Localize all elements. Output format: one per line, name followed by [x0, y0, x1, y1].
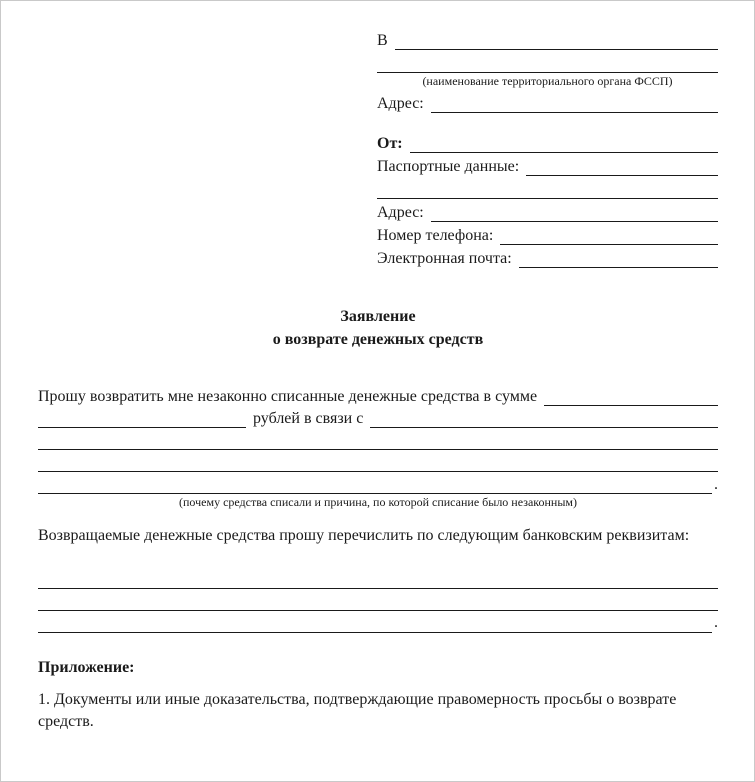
field-phone — [377, 222, 718, 245]
field-email-label: Электронная почта: — [377, 249, 512, 267]
bank-details-blanks — [38, 567, 718, 633]
document-title-line-2: о возврате денежных средств — [272, 331, 484, 348]
field-from-blank-line — [410, 129, 718, 153]
reason-blank-line-4 — [38, 471, 712, 494]
field-to-label: В — [377, 31, 388, 49]
attachment-heading: Приложение: — [38, 658, 135, 676]
reason-blank-row-3 — [38, 450, 718, 472]
field-email — [377, 245, 718, 268]
bank-details-blank-line-1 — [38, 566, 718, 589]
field-email-blank-line — [519, 244, 718, 268]
bank-details-end-period: . — [714, 614, 718, 632]
field-applicant-address-blank-line — [431, 198, 718, 222]
bank-details-paragraph — [38, 525, 718, 633]
field-passport-blank-line — [526, 152, 718, 176]
field-phone-label: Номер телефона: — [377, 226, 494, 244]
org-name-caption: (наименование территориального органа ФССП) — [422, 74, 673, 88]
reason-blank-line-2 — [38, 427, 718, 450]
field-from-label: От: — [377, 134, 403, 152]
reason-blank-row-4 — [38, 472, 718, 494]
field-passport-continuation — [377, 176, 718, 199]
addressee-block — [377, 27, 718, 268]
reason-end-period: . — [714, 475, 718, 493]
field-to-blank-line — [395, 26, 718, 50]
field-applicant-address-label: Адрес: — [377, 203, 424, 221]
field-to-continuation — [377, 50, 718, 73]
amount-blank-line — [544, 383, 718, 406]
reason-blank-row-2 — [38, 428, 718, 450]
request-line-1 — [38, 384, 718, 406]
attachment-item-1: 1. Документы или иные доказательства, подтверждающие правомерность просьбы о возврате средств. — [38, 690, 677, 730]
amount-words-blank-line — [38, 405, 246, 428]
document-title-line-1: Заявление — [340, 308, 416, 325]
field-passport-label: Паспортные данные: — [377, 157, 520, 175]
bank-details-spacer — [38, 548, 718, 567]
field-passport — [377, 153, 718, 176]
request-line-1-text: Прошу возвратить мне незаконно списанные денежные средства в сумме — [38, 387, 538, 405]
field-to — [377, 27, 718, 50]
bank-details-text: Возвращаемые денежные средства прошу перечислить по следующим банковским реквизитам: — [38, 527, 690, 544]
field-to-blank-line-2 — [377, 49, 718, 73]
field-org-address-label: Адрес: — [377, 94, 424, 112]
field-passport-blank-line-2 — [377, 175, 718, 199]
request-line-2 — [38, 406, 718, 428]
field-from — [377, 130, 718, 153]
document-title — [38, 305, 718, 351]
request-paragraph — [38, 384, 718, 512]
bank-details-blank-line-3 — [38, 610, 712, 633]
request-line-2-text: рублей в связи с — [253, 409, 364, 427]
field-org-address — [377, 90, 718, 113]
header-spacer — [377, 113, 718, 130]
reason-blank-line-3 — [38, 449, 718, 472]
bank-details-blank-row-1 — [38, 567, 718, 589]
bank-details-blank-row-3 — [38, 611, 718, 633]
field-org-address-blank-line — [431, 89, 718, 113]
reason-caption: (почему средства списали и причина, по которой списание было незаконным) — [179, 495, 577, 509]
field-applicant-address — [377, 199, 718, 222]
bank-details-blank-line-2 — [38, 588, 718, 611]
field-phone-blank-line — [500, 221, 718, 245]
reason-blank-line-1 — [370, 405, 718, 428]
bank-details-blank-row-2 — [38, 589, 718, 611]
